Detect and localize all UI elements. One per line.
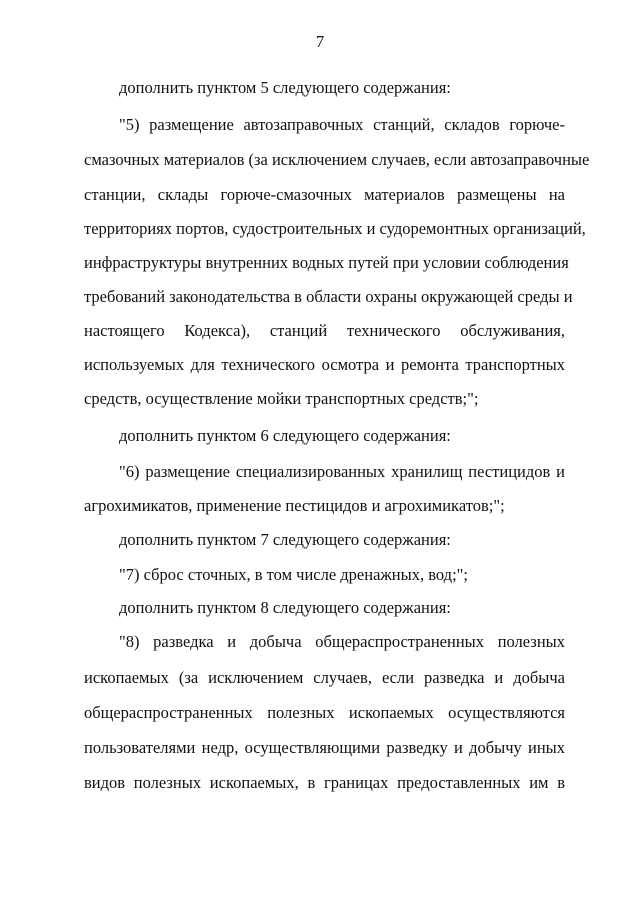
- text-line: средств, осуществление мойки транспортных средств;";: [84, 389, 479, 408]
- text-line: требований законодательства в области охраны окружающей среды и: [84, 287, 573, 306]
- text-line: дополнить пунктом 5 следующего содержания:: [119, 78, 451, 97]
- text-line: агрохимикатов, применение пестицидов и агрохимикатов;";: [84, 496, 505, 515]
- text-line: ископаемых (за исключением случаев, если разведка и добыча: [84, 668, 565, 687]
- text-line: территориях портов, судостроительных и судоремонтных организаций,: [84, 219, 586, 238]
- text-line: станции, склады горюче-смазочных материалов размещены на: [84, 185, 565, 204]
- text-line: дополнить пунктом 7 следующего содержания:: [119, 530, 451, 549]
- text-line: используемых для технического осмотра и ремонта транспортных: [84, 355, 565, 374]
- text-line: видов полезных ископаемых, в границах предоставленных им в: [84, 773, 565, 792]
- text-line: "5) размещение автозаправочных станций, складов горюче-: [119, 115, 565, 134]
- text-line: дополнить пунктом 6 следующего содержания:: [119, 426, 451, 445]
- text-line: общераспространенных полезных ископаемых осуществляются: [84, 703, 565, 722]
- text-line: дополнить пунктом 8 следующего содержания:: [119, 598, 451, 617]
- text-line: настоящего Кодекса), станций технического обслуживания,: [84, 321, 565, 340]
- text-line: смазочных материалов (за исключением случаев, если автозаправочные: [84, 150, 590, 169]
- page-number: 7: [315, 32, 325, 51]
- text-line: "6) размещение специализированных хранилищ пестицидов и: [119, 462, 565, 481]
- text-line: пользователями недр, осуществляющими разведку и добычу иных: [84, 738, 565, 757]
- text-line: инфраструктуры внутренних водных путей при условии соблюдения: [84, 253, 569, 272]
- text-line: "8) разведка и добыча общераспространенных полезных: [119, 632, 565, 651]
- text-line: "7) сброс сточных, в том числе дренажных, вод;";: [119, 565, 468, 584]
